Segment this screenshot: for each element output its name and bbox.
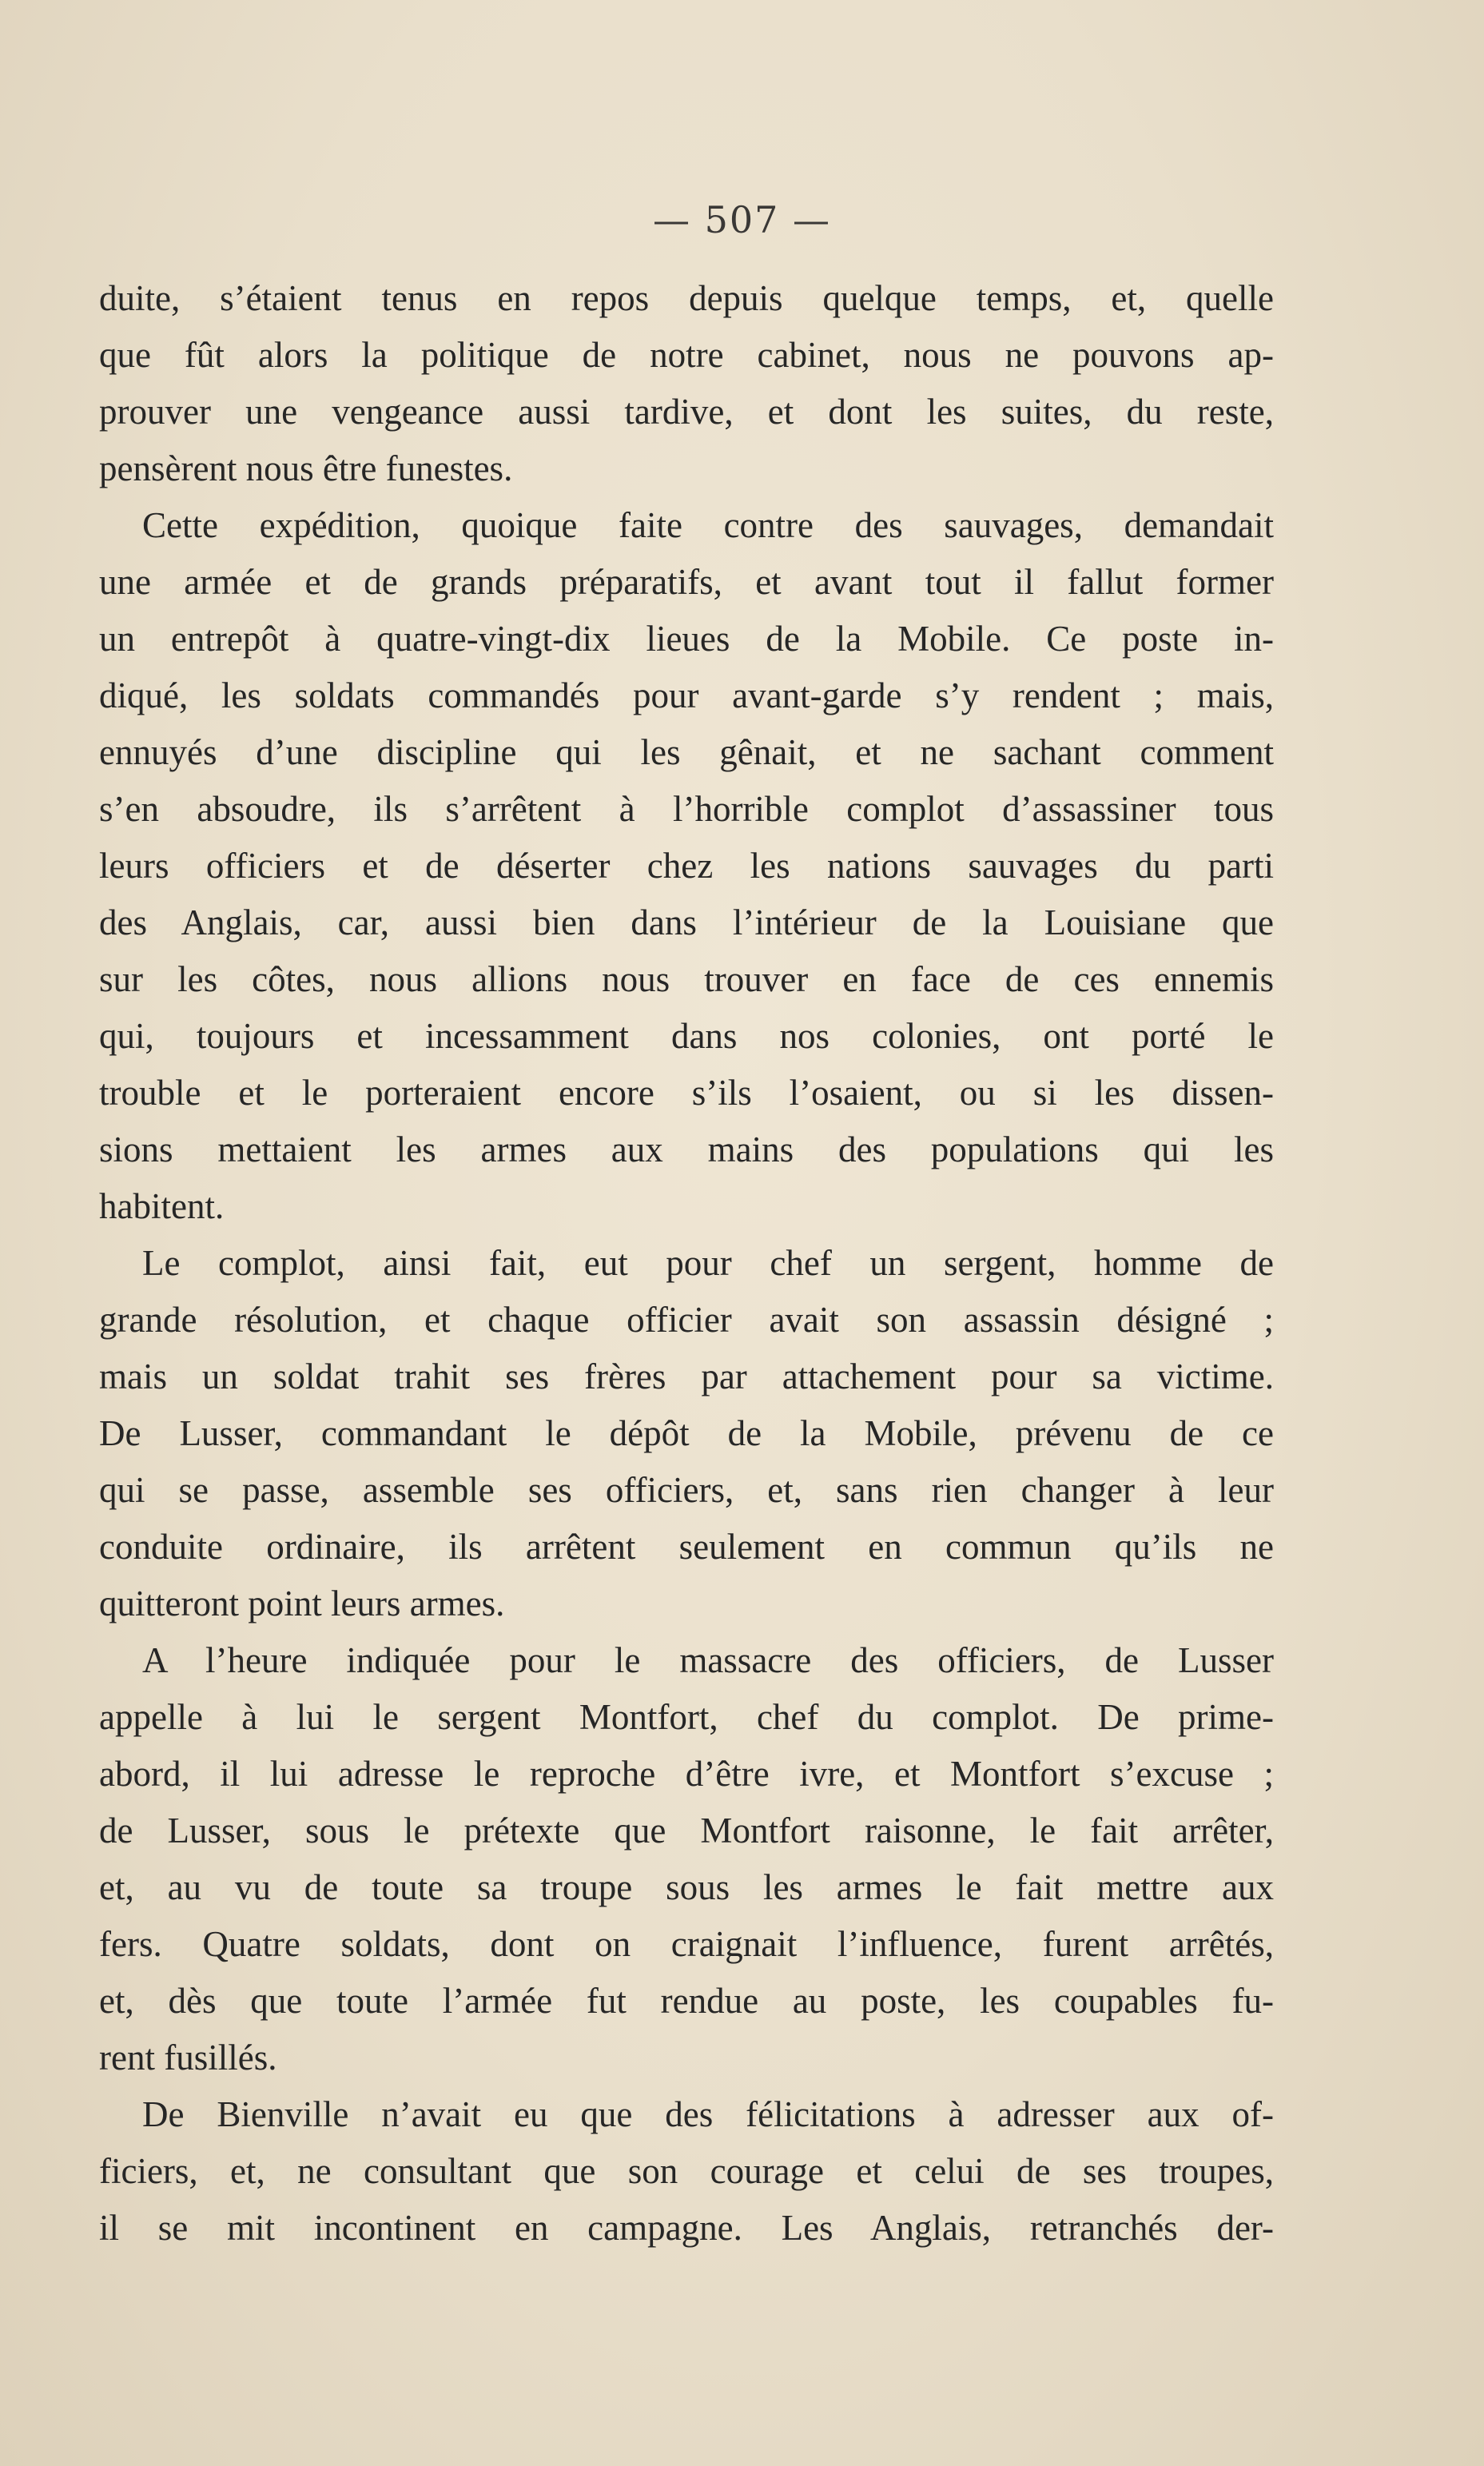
text-line: fers. Quatre soldats, dont on craignait l’influence, furent arrêtés, — [99, 1924, 1274, 1964]
text-line: appelle à lui le sergent Montfort, chef du complot. De prime- — [99, 1697, 1274, 1737]
text-line: que fût alors la politique de notre cabinet, nous ne pouvons ap- — [99, 335, 1274, 375]
page-number: — 507 — — [652, 198, 832, 241]
text-line: rent fusillés. — [99, 2038, 277, 2078]
text-line: conduite ordinaire, ils arrêtent seulement en commun qu’ils ne — [99, 1527, 1274, 1567]
text-line: trouble et le porteraient encore s’ils l’osaient, ou si les dissen- — [99, 1073, 1274, 1113]
text-line: mais un soldat trahit ses frères par attachement pour sa victime. — [99, 1356, 1274, 1396]
text-line: abord, il lui adresse le reproche d’être ivre, et Montfort s’excuse ; — [99, 1754, 1274, 1794]
text-line: des Anglais, car, aussi bien dans l’intérieur de la Louisiane que — [99, 902, 1274, 942]
paragraph-start-line: Cette expédition, quoique faite contre des sauvages, demandait — [142, 505, 1274, 545]
text-line: qui, toujours et incessamment dans nos colonies, ont porté le — [99, 1016, 1274, 1056]
text-line: et, dès que toute l’armée fut rendue au poste, les coupables fu- — [99, 1981, 1274, 2021]
text-line: une armée et de grands préparatifs, et avant tout il fallut former — [99, 562, 1274, 602]
text-line: quitteront point leurs armes. — [99, 1584, 505, 1623]
text-line: duite, s’étaient tenus en repos depuis quelque temps, et, quelle — [99, 278, 1274, 318]
text-line: il se mit incontinent en campagne. Les Anglais, retranchés der- — [99, 2208, 1274, 2248]
text-line: qui se passe, assemble ses officiers, et, sans rien changer à leur — [99, 1470, 1274, 1510]
text-line: sur les côtes, nous allions nous trouver en face de ces ennemis — [99, 959, 1274, 999]
text-line: habitent. — [99, 1186, 225, 1226]
text-line: grande résolution, et chaque officier avait son assassin désigné ; — [99, 1300, 1274, 1340]
text-line: ennuyés d’une discipline qui les gênait, et ne sachant comment — [99, 732, 1274, 772]
text-line: et, au vu de toute sa troupe sous les armes le fait mettre aux — [99, 1867, 1274, 1907]
text-line: un entrepôt à quatre-vingt-dix lieues de la Mobile. Ce poste in- — [99, 619, 1274, 659]
text-line: sions mettaient les armes aux mains des populations qui les — [99, 1129, 1274, 1169]
text-line: s’en absoudre, ils s’arrêtent à l’horrible complot d’assassiner tous — [99, 789, 1274, 829]
text-line: diqué, les soldats commandés pour avant-garde s’y rendent ; mais, — [99, 675, 1274, 715]
paragraph-start-line: Le complot, ainsi fait, eut pour chef un sergent, homme de — [142, 1243, 1274, 1283]
paragraph-start-line: A l’heure indiquée pour le massacre des officiers, de Lusser — [142, 1640, 1274, 1680]
text-line: de Lusser, sous le prétexte que Montfort raisonne, le fait arrêter, — [99, 1811, 1274, 1850]
paragraph-start-line: De Bienville n’avait eu que des félicitations à adresser aux of- — [142, 2094, 1274, 2134]
body-text — [99, 270, 1274, 2257]
text-line: pensèrent nous être funestes. — [99, 448, 513, 488]
text-line: prouver une vengeance aussi tardive, et dont les suites, du reste, — [99, 392, 1274, 432]
text-line: De Lusser, commandant le dépôt de la Mobile, prévenu de ce — [99, 1413, 1274, 1453]
text-line: ficiers, et, ne consultant que son courage et celui de ses troupes, — [99, 2151, 1274, 2191]
text-line: leurs officiers et de déserter chez les nations sauvages du parti — [99, 846, 1274, 886]
